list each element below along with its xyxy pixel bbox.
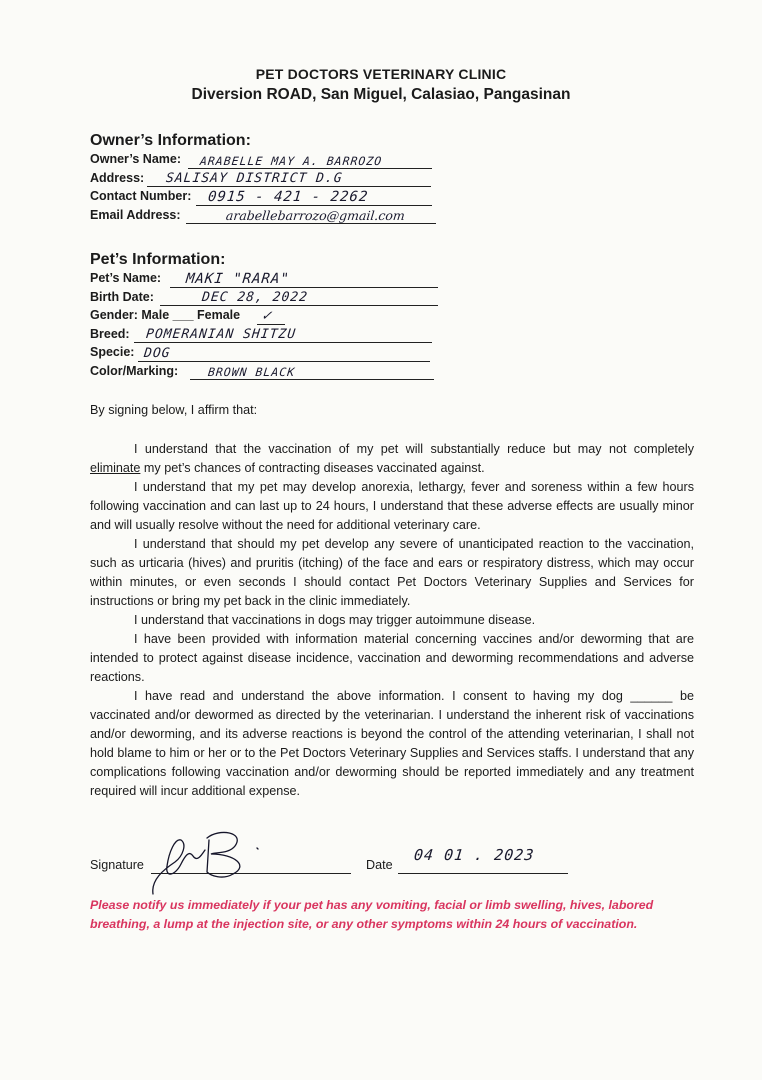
pet-info-section xyxy=(90,251,450,382)
pet-color-line xyxy=(190,379,434,380)
date-line xyxy=(398,873,568,874)
consent-p1-start: I understand that the vaccination of my pet will substantially reduce but may not completely xyxy=(134,442,694,456)
owner-address-label: Address: xyxy=(90,170,145,185)
owner-contact-label: Contact Number: xyxy=(90,189,192,203)
owner-contact-value: 0915 - 421 - 2262 xyxy=(207,188,370,205)
owner-name-value: ARABELLE MAY A. BARROZO xyxy=(199,153,383,168)
consent-paragraph-4: I understand that vaccinations in dogs may trigger autoimmune disease. xyxy=(134,613,536,627)
pet-specie-value: DOG xyxy=(143,345,172,361)
pet-birthdate-label: Birth Date: xyxy=(90,289,154,304)
pet-specie-label: Specie: xyxy=(90,345,135,359)
owner-name-label: Owner’s Name: xyxy=(90,152,182,166)
owner-address-line xyxy=(147,186,431,187)
owner-email-value: arabellebarrozo@gmail.com xyxy=(225,208,406,223)
pet-color-label: Color/Marking: xyxy=(90,363,179,378)
consent-paragraph-2: I understand that my pet may develop anorexia, lethargy, fever and soreness within a few hours following vaccination and can last up to 24 hours, I understand that these adverse effects are usually minor and will usually resolve without the need for additional veterinary care. xyxy=(90,480,694,532)
pet-info-title: Pet’s Information: xyxy=(90,251,226,268)
pet-name-row xyxy=(90,271,450,290)
consent-paragraph-1 xyxy=(90,440,694,478)
pet-breed-line xyxy=(134,342,432,343)
owner-info-section xyxy=(90,132,450,226)
pet-color-row xyxy=(90,364,450,383)
pet-birthdate-value: DEC 28, 2022 xyxy=(201,290,309,305)
owner-name-row xyxy=(90,152,450,171)
date-label: Date xyxy=(366,858,393,872)
owner-address-value: SALISAY DISTRICT D.G xyxy=(165,171,344,186)
owner-email-label: Email Address: xyxy=(90,207,181,222)
consent-body xyxy=(90,440,694,801)
owner-address-row xyxy=(90,171,450,190)
consent-paragraph-3: I understand that should my pet develop any severe of unanticipated reaction to the vaccination, such as urticaria (hives) and pruritis (itching) of the face and ears or respiratory distress, which may occur within minutes, or even seconds I should contact Pet Doctors Veterinary Supplies and Services for instructions or bring my pet back in the clinic immediately. xyxy=(90,537,694,608)
owner-email-row xyxy=(90,208,450,227)
clinic-name: PET DOCTORS VETERINARY CLINIC xyxy=(255,66,507,82)
pet-specie-row xyxy=(90,345,450,364)
owner-info-title: Owner’s Information: xyxy=(90,132,251,149)
pet-color-value: BROWN BLACK xyxy=(207,365,296,379)
consent-p1-underlined: eliminate xyxy=(90,461,141,475)
pet-name-value: MAKI "RARA" xyxy=(185,270,291,287)
owner-contact-row xyxy=(90,189,450,208)
pet-specie-line xyxy=(138,361,430,362)
form-header xyxy=(0,66,762,104)
pet-gender-check: ✓ xyxy=(261,305,273,324)
signature-label: Signature xyxy=(90,858,144,872)
consent-paragraph-5: I have been provided with information material concerning vaccines and/or deworming that are intended to protect against disease incidence, vaccination and deworming recommendations and adverse reactions. xyxy=(90,632,694,684)
consent-intro: By signing below, I affirm that: xyxy=(90,403,258,417)
date-value: 04 01 . 2023 xyxy=(413,846,536,864)
pet-breed-row xyxy=(90,327,450,346)
consent-p1-end: my pet’s chances of contracting diseases vaccinated against. xyxy=(140,461,485,475)
pet-gender-label: Gender: Male ___ Female xyxy=(90,308,241,322)
clinic-address: Diversion ROAD, San Miguel, Calasiao, Pangasinan xyxy=(191,86,571,103)
consent-paragraph-6: I have read and understand the above information. I consent to having my dog ______ be vaccinated and/or dewormed as directed by the veterinarian. I understand the inherent risk of vaccinations and/or deworming, and its adverse reactions is beyond the control of the attending veterinarian, I shall not hold blame to him or her or to the Pet Doctors Veterinary Supplies and Services staffs. I understand that any complications following vaccination and/or deworming should be reported immediately and any treatment required will incur additional expense. xyxy=(90,689,694,798)
pet-breed-value: POMERANIAN SHITZU xyxy=(145,327,297,342)
pet-name-label: Pet’s Name: xyxy=(90,271,162,285)
pet-birthdate-line xyxy=(160,305,438,306)
pet-breed-label: Breed: xyxy=(90,326,130,341)
signature-scribble xyxy=(145,826,265,898)
aftercare-warning: Please notify us immediately if your pet has any vomiting, facial or limb swelling, hives, labored breathing, a lump at the injection site, or any other symptoms within 24 hours of vaccination. xyxy=(90,898,654,931)
pet-gender-row xyxy=(90,305,450,327)
owner-email-line xyxy=(186,223,436,224)
